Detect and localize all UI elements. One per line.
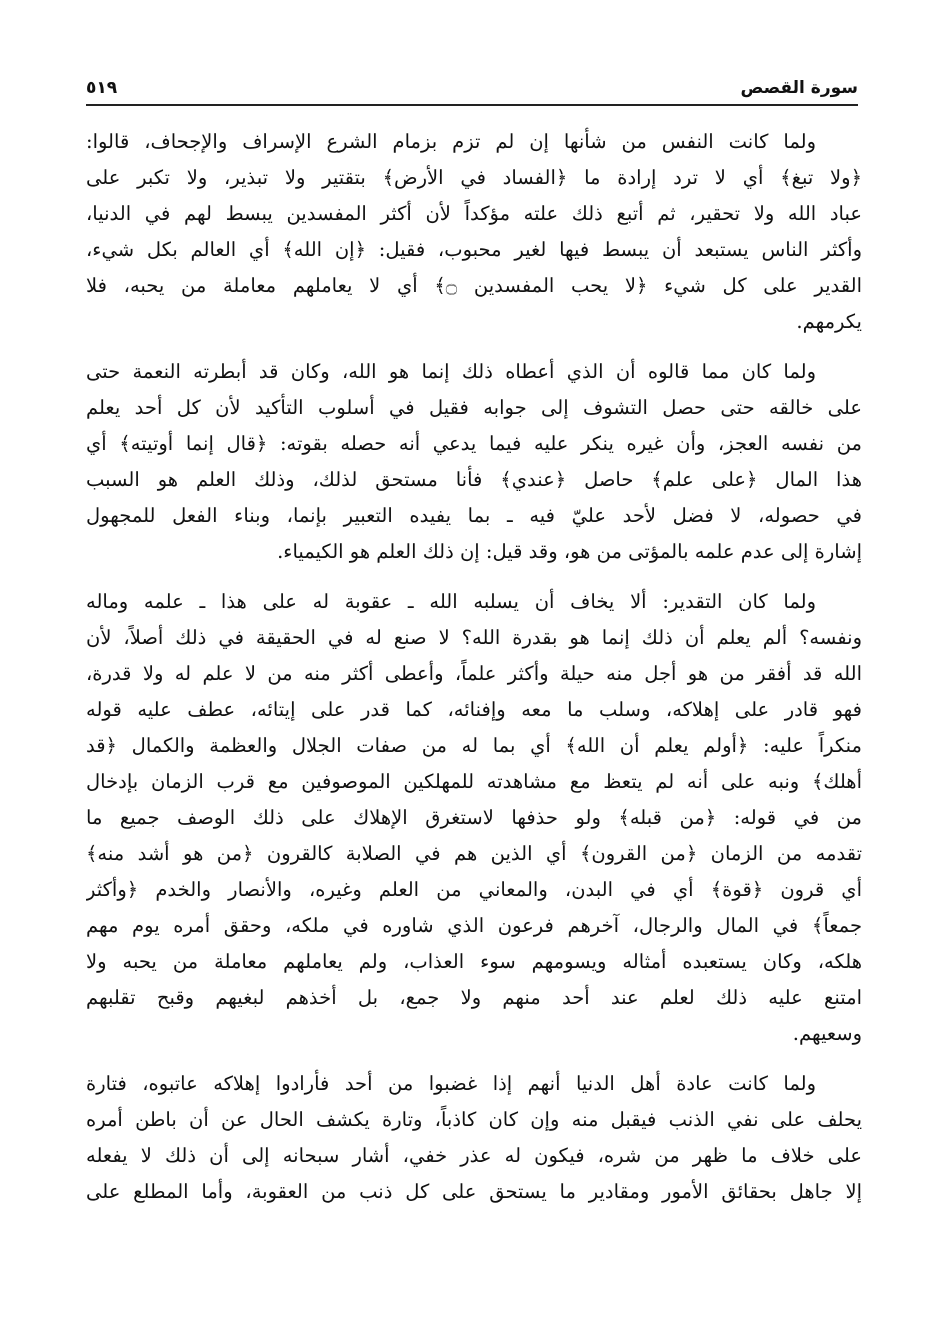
text-line: من نفسه العجز، وأن غيره ينكر عليه فيما يدعي أنه حصله بقوته: ﴿قال إنما أوتيته﴾ أي — [86, 432, 862, 455]
text-line: على خلاف ما ظهر من شره، فيكون له عذر خفي، أشار سبحانه إلى أن ذلك لا يفعله — [86, 1144, 862, 1167]
paragraph-2 — [86, 354, 862, 570]
text-line: يحلف على نفي الذنب فيقبل منه وإن كان كاذباً، وتارة يكشف الحال عن أن باطن أمره — [86, 1108, 862, 1131]
text-line: أي قرون ﴿قوة﴾ أي في البدن، والمعاني من العلم وغيره، والأنصار والخدم ﴿وأكثر — [86, 878, 862, 901]
text-line: ﴿ولا تبغ﴾ أي لا ترد إرادة ما ﴿الفساد في الأرض﴾ بتقتير ولا تبذير، ولا تكبر على — [86, 166, 862, 189]
text-line: إشارة إلى عدم علمه بالمؤتى من هو، وقد قيل: إن ذلك العلم هو الكيمياء. — [277, 540, 862, 563]
text-line: القدير على كل شيء ﴿لا يحب المفسدين ۝﴾ أي لا يعاملهم معاملة من يحبه، فلا — [86, 274, 862, 297]
text-line: على خالقه حتى حصل التشوف إلى جوابه فقيل في أسلوب التأكيد لأن كل أحد يعلم — [86, 396, 862, 419]
header-divider — [86, 104, 858, 106]
text-line: جمعاً﴾ في المال والرجال، آخرهم فرعون الذي شاوره في ملكه، وحقق أمره يوم مهم — [86, 914, 862, 937]
text-line: ولما كانت عادة أهل الدنيا أنهم إذا غضبوا من أحد فأرادوا إهلاكه عاتبوه، فتارة — [86, 1072, 816, 1095]
text-line: امتنع عليه ذلك لعلم عند أحد منهم ولا جمع، بل أخذهم لبغيهم وقبح تقلبهم — [86, 986, 862, 1009]
text-line: ولما كان مما قالوه أن الذي أعطاه ذلك إنما هو الله، وكان قد أبطرته النعمة حتى — [86, 360, 816, 383]
text-line: في حصوله، لا فضل لأحد عليّ فيه ـ بما يفيده التعبير بإنما، وبناء الفعل للمجهول — [86, 504, 862, 527]
text-line: ولما كان التقدير: ألا يخاف أن يسلبه الله ـ عقوبة له على هذا ـ علمه وماله — [86, 590, 816, 613]
text-line: وأكثر الناس يستبعد أن يبسط فيها لغير محبوب، فقيل: ﴿إن الله﴾ أي العالم بكل شيء، — [86, 238, 862, 261]
text-line: فهو قادر على إهلاكه، وسلب ما معه وإفنائه، كما قدر على إيتائه، عطف عليه قوله — [86, 698, 862, 721]
text-line: ولما كانت النفس من شأنها إن لم تزم بزمام الشرع الإسراف والإجحاف، قالوا: — [86, 130, 816, 153]
text-line: هذا المال ﴿على علم﴾ حاصل ﴿عندي﴾ فأنا مستحق لذلك، وذلك العلم هو السبب — [86, 468, 862, 491]
body-text — [86, 124, 862, 1324]
text-line: وسعيهم. — [792, 1022, 862, 1045]
text-line: من في قوله: ﴿من قبله﴾ ولو حذفها لاستغرق الإهلاك على ذلك الوصف جميع ما — [86, 806, 862, 829]
text-line: الله قد أفقر من هو أجل منه حيلة وأكثر علماً، وأعطى أكثر منه من لا علم له ولا قدرة، — [86, 662, 862, 685]
text-line: هلكه، وكان يستعبده أمثاله ويسومهم سوء العذاب، ولم يعاملهم معاملة من يحبه ولا — [86, 950, 862, 973]
text-line: منكراً عليه: ﴿أولم يعلم أن الله﴾ أي بما له من صفات الجلال والعظمة والكمال ﴿قد — [86, 734, 862, 757]
paragraph-3 — [86, 584, 862, 1052]
text-line: أهلك﴾ ونبه على أنه لم يتعظ مع مشاهدته للمهلكين الموصوفين مع قرب الزمان بإدخال — [86, 770, 862, 793]
running-header — [86, 72, 858, 106]
text-line: عباد الله ولا تحقير، ثم أتبع ذلك علته مؤكداً لأن أكثر المفسدين يبسط لهم في الدنيا، — [86, 202, 862, 225]
text-line: إلا جاهل بحقائق الأمور ومقادير ما يستحق على كل ذنب من العقوبة، وأما المطلع على — [86, 1180, 862, 1203]
paragraph-4 — [86, 1066, 862, 1210]
text-line: تقدمه من الزمان ﴿من القرون﴾ أي الذين هم في الصلابة كالقرون ﴿من هو أشد منه﴾ — [86, 842, 862, 865]
page-number: ٥١٩ — [86, 78, 118, 98]
text-line: ونفسه؟ ألم يعلم أن ذلك إنما هو بقدرة الله؟ لا صنع له في الحقيقة في ذلك أصلاً، لأن — [86, 626, 862, 649]
surah-title: سورة القصص — [740, 78, 858, 98]
text-line: يكرمهم. — [796, 310, 862, 333]
paragraph-1 — [86, 124, 862, 340]
